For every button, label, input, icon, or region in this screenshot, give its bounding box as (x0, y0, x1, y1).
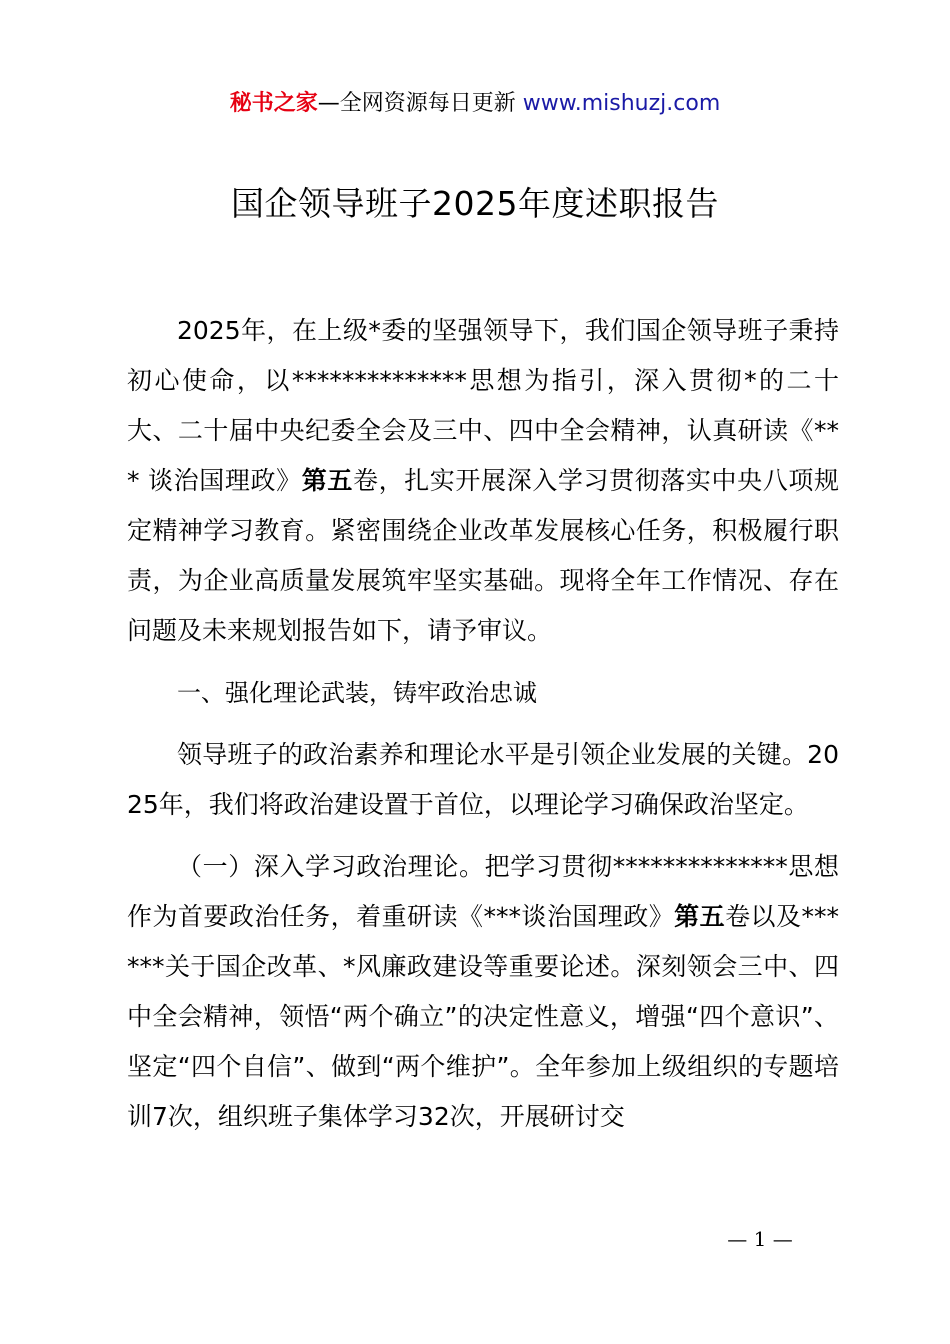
site-url-link[interactable]: www.mishuzj.com (522, 91, 721, 116)
site-header (0, 88, 950, 120)
document-title: 国企领导班子2025年度述职报告 (231, 184, 719, 223)
section-heading-1: 一、强化理论武装，铸牢政治忠诚 (177, 679, 537, 707)
header-slogan: —全网资源每日更新 (317, 91, 523, 116)
brand-name: 秘书之家 (229, 91, 318, 116)
intro-text-part-2: 卷，扎实开展深入学习贯彻落实中央八项规定精神学习教育。紧密围绕企业改革发展核心任务，积极履行职责，为企业高质量发展筑牢坚实基础。现将全年工作情况、存在问题及未来规划报告如下，请予审议。 (127, 466, 839, 645)
intro-text-part-1: 2025年，在上级*委的坚强领导下，我们国企领导班子秉持初心使命，以**************思想为指引，深入贯彻*的二十大、二十届中央纪委全会及三中、四中全会精神，认真研读《*** 谈治国理政》 (127, 316, 839, 495)
intro-paragraph (127, 306, 839, 656)
section-1-paragraph: 领导班子的政治素养和理论水平是引领企业发展的关键。2025年，我们将政治建设置于首位，以理论学习确保政治坚定。 (127, 740, 839, 819)
subsection-bold-volume: 第五 (674, 902, 726, 931)
page-number: — 1 — (727, 1227, 793, 1251)
subsection-1-paragraph (127, 842, 839, 1142)
subsection-text-part-1: （一）深入学习政治理论。把学习贯彻**************思想作为首要政治任务，着重研读《***谈治国理政》 (127, 852, 839, 931)
document-body (127, 306, 839, 1154)
subsection-text-part-2: 卷以及******关于国企改革、*风廉政建设等重要论述。深刻领会三中、四中全会精神，领悟“两个确立”的决定性意义，增强“四个意识”、坚定“四个自信”、做到“两个维护”。全年参加上级组织的专题培训7次，组织班子集体学习32次，开展研讨交 (127, 902, 839, 1131)
intro-bold-volume: 第五 (301, 466, 353, 495)
